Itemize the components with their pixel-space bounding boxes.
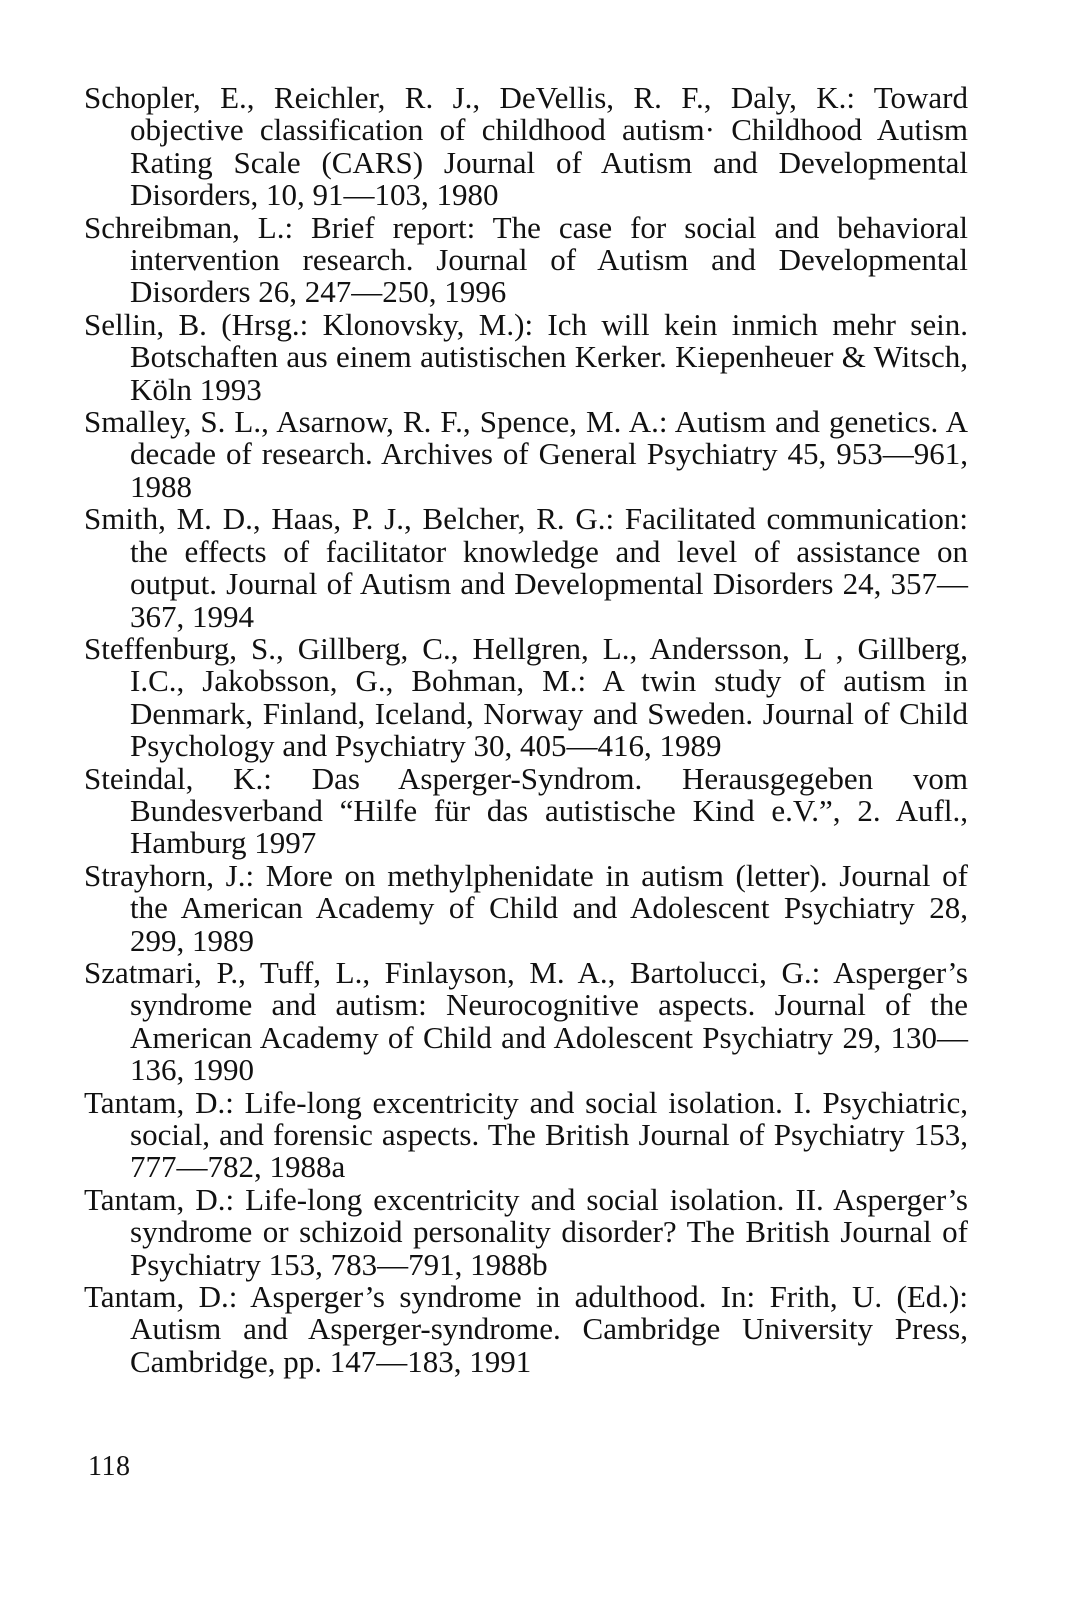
reference-entry: Steindal, K.: Das Asperger-Syndrom. Herausgegeben vom Bundesverband “Hilfe für das autistische Kind e.V.”, 2. Aufl., Hamburg 1997: [84, 760, 968, 861]
reference-entry: Tantam, D.: Life-long excentricity and social isolation. I. Psychiatric, social, and forensic aspects. The British Journal of Psychiatry 153, 777—782, 1988a: [84, 1084, 968, 1185]
reference-entry: Schopler, E., Reichler, R. J., DeVellis, R. F., Daly, K.: Toward objective classification of childhood autism· Childhood Autism Rating Scale (CARS) Journal of Autism and Developmental Disorders, 10, 91—103, 1980: [84, 80, 968, 213]
reference-entry: Strayhorn, J.: More on methylphenidate in autism (letter). Journal of the American Academy of Child and Adolescent Psychiatry 28, 299, 1989: [84, 857, 968, 958]
reference-entry: Tantam, D.: Asperger’s syndrome in adulthood. In: Frith, U. (Ed.): Autism and Asperger-syndrome. Cambridge University Press, Cambridge, pp. 147—183, 1991: [84, 1279, 968, 1379]
reference-entry: Tantam, D.: Life-long excentricity and social isolation. II. Asperger’s syndrome or schizoid personality disorder? The British Journal of Psychiatry 153, 783—791, 1988b: [84, 1181, 968, 1282]
reference-entry: Smith, M. D., Haas, P. J., Belcher, R. G.: Facilitated communication: the effects of facilitator knowledge and level of assistance on output. Journal of Autism and Developmental Disorders 24, 357—367, 1994: [84, 501, 968, 634]
reference-entry: Sellin, B. (Hrsg.: Klonovsky, M.): Ich will kein inmich mehr sein. Botschaften aus einem autistischen Kerker. Kiepenheuer & Witsch, Köln 1993: [84, 306, 968, 407]
page-number: 118: [88, 1451, 131, 1482]
reference-entry: Steffenburg, S., Gillberg, C., Hellgren, L., Andersson, L , Gillberg, I.C., Jakobsson, G., Bohman, M.: A twin study of autism in Denmark, Finland, Iceland, Norway and Sweden. Journal of Child Psychology and Psychiatry 30, 405—416, 1989: [84, 630, 968, 764]
reference-entry: Szatmari, P., Tuff, L., Finlayson, M. A., Bartolucci, G.: Asperger’s syndrome and autism: Neurocognitive aspects. Journal of the American Academy of Child and Adolescent Psychiatry 29, 130—136, 1990: [84, 954, 968, 1088]
reference-entry: Smalley, S. L., Asarnow, R. F., Spence, M. A.: Autism and genetics. A decade of research. Archives of General Psychiatry 45, 953—961, 1988: [84, 404, 968, 504]
reference-entry: Schreibman, L.: Brief report: The case for social and behavioral intervention research. Journal of Autism and Developmental Disorders 26, 247—250, 1996: [84, 209, 968, 310]
reference-list: [84, 82, 968, 1378]
